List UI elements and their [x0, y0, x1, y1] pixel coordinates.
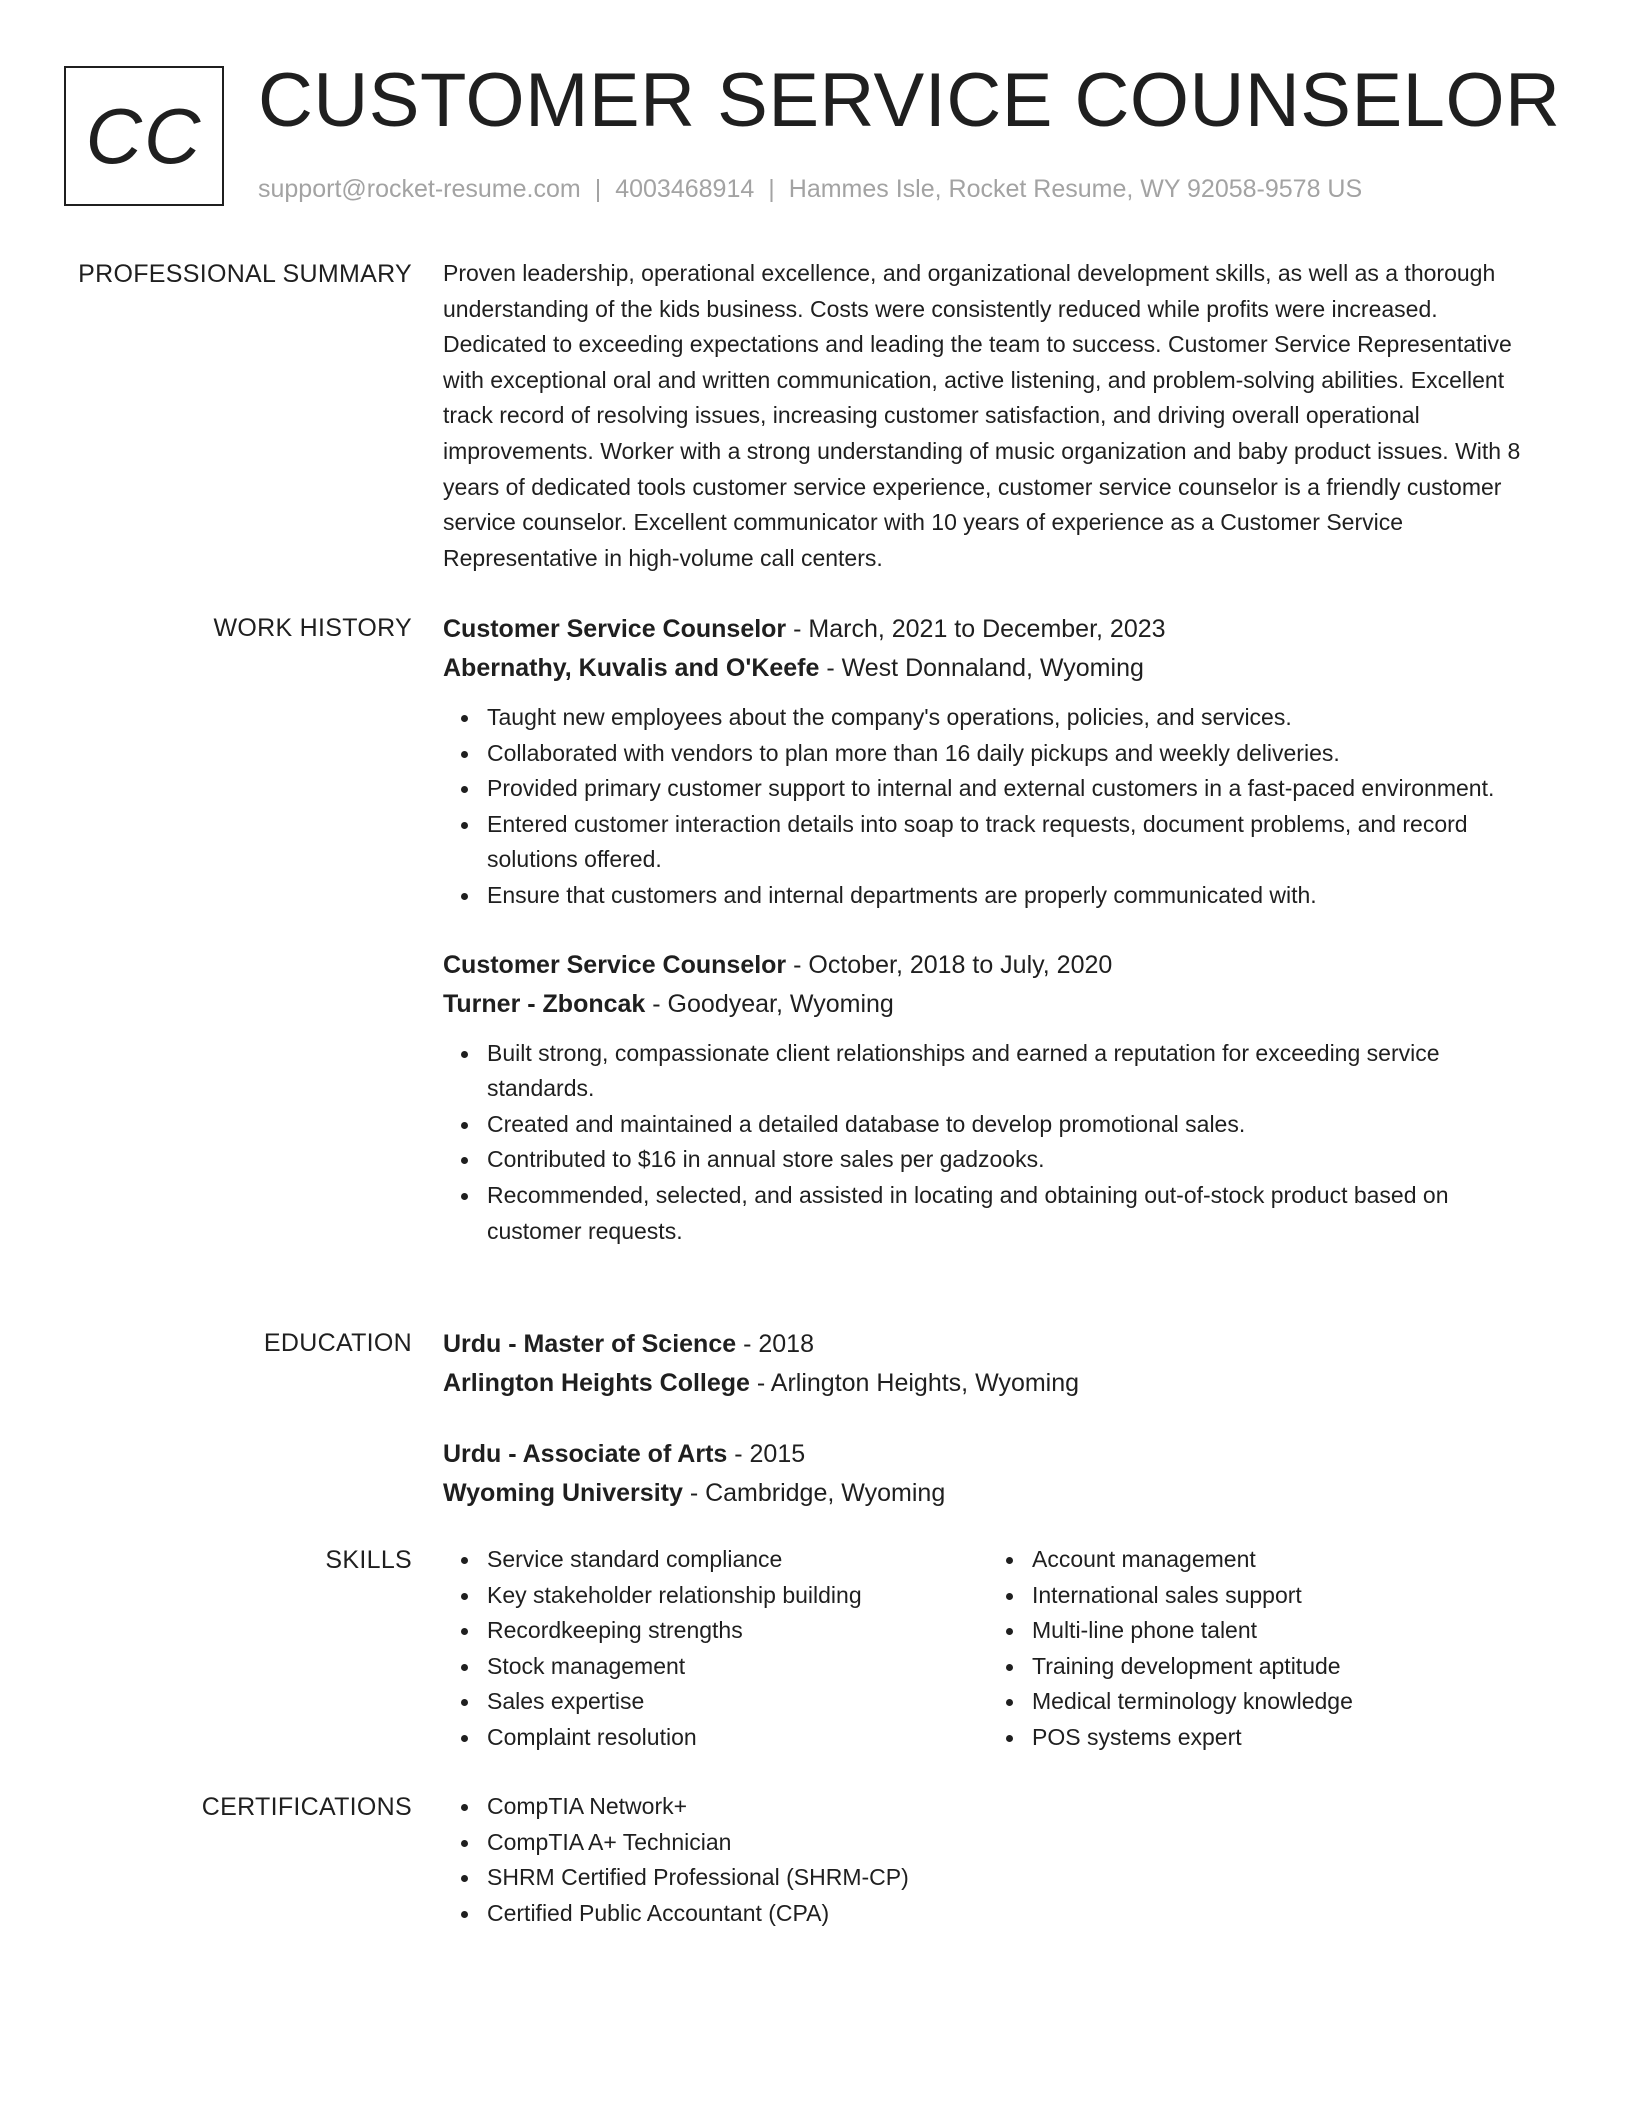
summary-body — [443, 256, 1543, 576]
list-item: Recordkeeping strengths — [487, 1613, 988, 1649]
degree: Urdu - Master of Science — [443, 1330, 737, 1358]
job-entry — [443, 946, 1543, 1250]
monogram-box — [64, 66, 224, 206]
list-item: Medical terminology knowledge — [1032, 1684, 1508, 1720]
job-location: - West Donnaland, Wyoming — [819, 654, 1144, 682]
job-employer: Abernathy, Kuvalis and O'Keefe — [443, 654, 820, 682]
list-item: Key stakeholder relationship building — [487, 1578, 988, 1614]
skills-column — [988, 1542, 1508, 1756]
skills-list — [443, 1542, 988, 1756]
list-item: Account management — [1032, 1542, 1508, 1578]
job-dates: - October, 2018 to July, 2020 — [786, 950, 1113, 979]
degree-line — [443, 1325, 1543, 1364]
monogram-text: CC — [85, 91, 203, 180]
job-duties-list — [443, 700, 1543, 914]
list-item: Stock management — [487, 1649, 988, 1685]
degree: Urdu - Associate of Arts — [443, 1440, 728, 1468]
list-item: International sales support — [1032, 1578, 1508, 1614]
job-title-line — [443, 610, 1543, 649]
list-item: Contributed to $16 in annual store sales per gadzooks. — [487, 1142, 1543, 1178]
skills-column — [443, 1542, 988, 1756]
list-item: Built strong, compassionate client relationships and earned a reputation for exceeding service standards. — [487, 1036, 1543, 1107]
job-dates: - March, 2021 to December, 2023 — [786, 615, 1166, 643]
contact-separator: | — [594, 175, 602, 203]
summary-heading: PROFESSIONAL SUMMARY — [78, 260, 412, 288]
job-employer-line — [443, 649, 1543, 688]
summary-text: Proven leadership, operational excellence, and organizational development skills, as well as a thorough understanding of the kids business. Costs were consistently reduced while profits were increased. Dedicated to exceeding expectations and leading the team to success. Customer Service Representative with exceptional oral and written communication, active listening, and problem-solving abilities. Excellent track record of resolving issues, increasing customer satisfaction, and driving overall operational improvements. Worker with a strong understanding of music organization and baby product issues. With 8 years of dedicated tools customer service experience, customer service counselor is a friendly customer service counselor. Excellent communicator with 10 years of experience as a Customer Service Representative in high-volume call centers. — [443, 260, 1521, 571]
school-line — [443, 1474, 1543, 1513]
list-item: Provided primary customer support to internal and external customers in a fast-paced environment. — [487, 771, 1543, 807]
list-item: POS systems expert — [1032, 1720, 1508, 1756]
list-item: Training development aptitude — [1032, 1649, 1508, 1685]
work-history-heading: WORK HISTORY — [213, 614, 412, 642]
contact-separator: | — [768, 175, 775, 203]
contact-line — [258, 172, 1362, 206]
list-item: Taught new employees about the company's operations, policies, and services. — [487, 700, 1543, 736]
list-item: Multi-line phone talent — [1032, 1613, 1508, 1649]
job-title: Customer Service Counselor — [443, 615, 787, 643]
list-item: CompTIA A+ Technician — [487, 1825, 1543, 1861]
contact-phone[interactable]: 4003468914 — [615, 175, 755, 203]
resume-title: CUSTOMER SERVICE COUNSELOR — [258, 58, 1561, 143]
education-entry — [443, 1325, 1543, 1403]
list-item: Service standard compliance — [487, 1542, 988, 1578]
school-location: - Cambridge, Wyoming — [682, 1479, 946, 1507]
certifications-list — [443, 1789, 1543, 1931]
job-title-line — [443, 946, 1543, 985]
education-heading: EDUCATION — [263, 1329, 412, 1357]
skills-body — [443, 1542, 1543, 1756]
list-item: Recommended, selected, and assisted in locating and obtaining out-of-stock product based on customer requests. — [487, 1178, 1543, 1249]
list-item: Collaborated with vendors to plan more than 16 daily pickups and weekly deliveries. — [487, 736, 1543, 772]
list-item: CompTIA Network+ — [487, 1789, 1543, 1825]
certifications-heading: CERTIFICATIONS — [201, 1793, 412, 1821]
list-item: Entered customer interaction details into soap to track requests, document problems, and record solutions offered. — [487, 807, 1543, 878]
school-line — [443, 1364, 1543, 1403]
job-entry — [443, 610, 1543, 914]
list-item: Created and maintained a detailed database to develop promotional sales. — [487, 1107, 1543, 1143]
school: Wyoming University — [443, 1479, 683, 1507]
list-item: Ensure that customers and internal departments are properly communicated with. — [487, 878, 1543, 914]
job-location: - Goodyear, Wyoming — [645, 989, 894, 1018]
degree-line — [443, 1435, 1543, 1474]
education-entry — [443, 1435, 1543, 1513]
job-duties-list — [443, 1036, 1543, 1250]
job-employer-line — [443, 985, 1543, 1024]
school: Arlington Heights College — [443, 1369, 750, 1397]
certifications-body — [443, 1789, 1543, 1931]
list-item: Sales expertise — [487, 1684, 988, 1720]
education-body — [443, 1325, 1543, 1545]
school-location: - Arlington Heights, Wyoming — [749, 1369, 1080, 1397]
skills-heading: SKILLS — [325, 1546, 412, 1574]
contact-address: Hammes Isle, Rocket Resume, WY 92058-9578 US — [788, 175, 1363, 203]
job-employer: Turner - Zboncak — [443, 989, 646, 1018]
skills-list — [988, 1542, 1508, 1756]
list-item: Complaint resolution — [487, 1720, 988, 1756]
degree-year: - 2018 — [736, 1330, 814, 1358]
work-history-body — [443, 610, 1543, 1281]
job-title: Customer Service Counselor — [443, 950, 787, 979]
contact-email[interactable]: support@rocket-resume.com — [258, 175, 581, 203]
degree-year: - 2015 — [727, 1440, 806, 1468]
list-item: SHRM Certified Professional (SHRM-CP) — [487, 1860, 1543, 1896]
list-item: Certified Public Accountant (CPA) — [487, 1896, 1543, 1932]
